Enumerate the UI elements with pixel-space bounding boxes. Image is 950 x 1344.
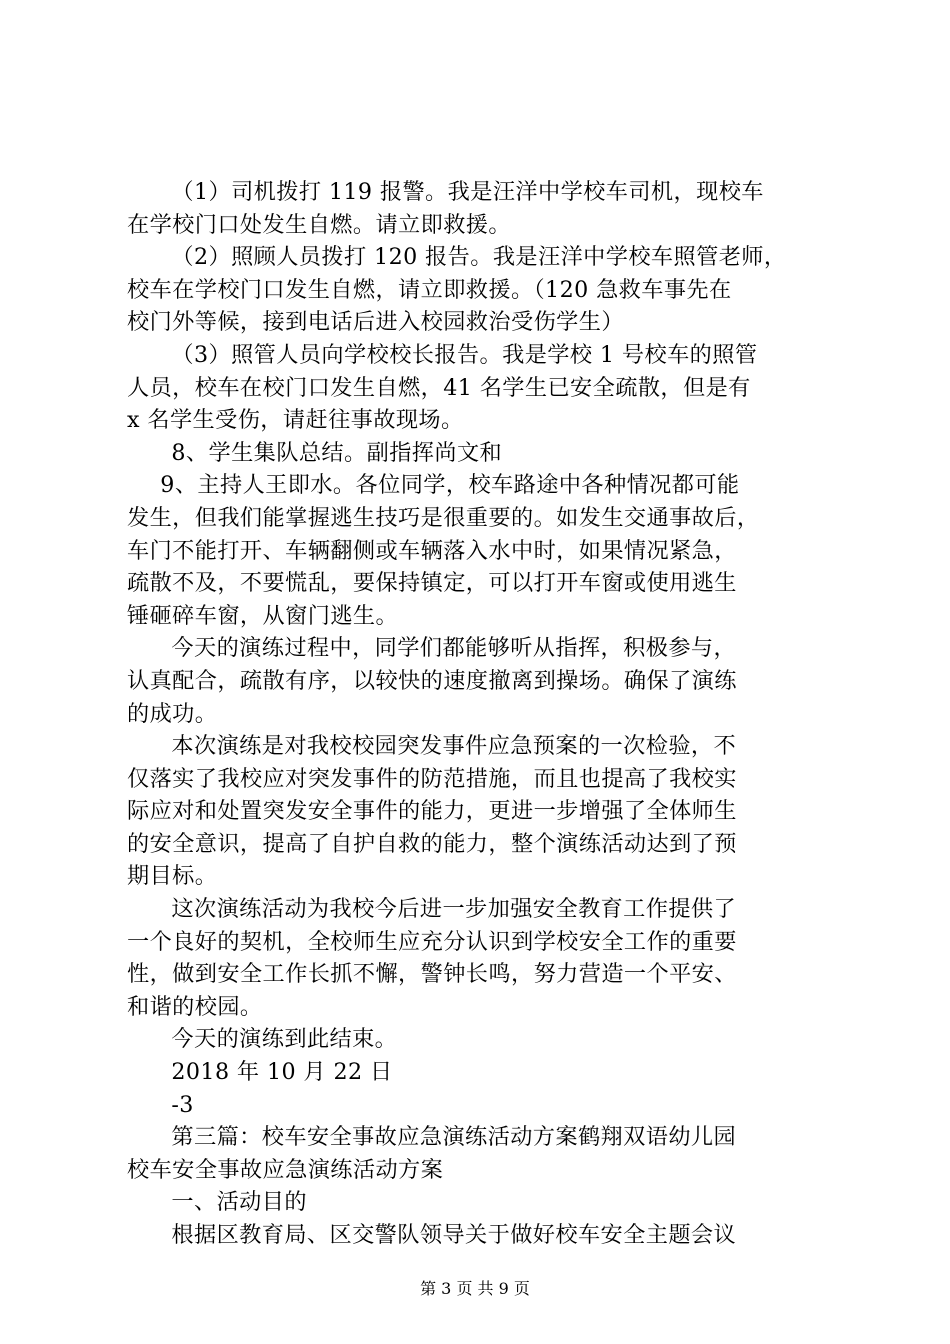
text-line: 锤砸碎车窗，从窗门逃生。 — [127, 602, 399, 629]
text-line: 校车在学校门口发生自燃，请立即救援。（120 急救车事先在 — [127, 276, 732, 303]
text-line: 今天的演练过程中，同学们都能够听从指挥，积极参与， — [171, 635, 737, 662]
text-line: 根据区教育局、区交警队领导关于做好校车安全主题会议 — [171, 1222, 737, 1248]
paragraph — [127, 469, 831, 632]
paragraph — [127, 241, 831, 339]
text-line: 第三篇：校车安全事故应急演练活动方案鹤翔双语幼儿园 — [171, 1124, 737, 1151]
paragraph — [127, 632, 831, 730]
text-line: 2018 年 10 月 22 日 — [171, 1059, 393, 1086]
text-line: 一、活动目的 — [171, 1189, 307, 1216]
paragraph — [127, 176, 831, 241]
text-line: 在学校门口处发生自燃。请立即救援。 — [127, 211, 511, 238]
paragraph — [127, 1089, 831, 1122]
text-line: x 名学生受伤，请赶往事故现场。 — [127, 407, 464, 434]
paragraph — [127, 1056, 831, 1089]
paragraph — [127, 339, 831, 437]
text-line: 疏散不及，不要慌乱，要保持镇定，可以打开车窗或使用逃生 — [127, 570, 737, 597]
text-line: 9、主持人王即水。各位同学，校车路途中各种情况都可能 — [160, 472, 740, 499]
page-footer: 第 3 页 共 9 页 — [420, 1279, 530, 1298]
text-line: 车门不能打开、车辆翻侧或车辆落入水中时，如果情况紧急， — [127, 537, 737, 564]
paragraph — [127, 1121, 831, 1186]
document-body — [127, 176, 831, 1252]
paragraph — [127, 1186, 831, 1219]
paragraph — [127, 1023, 831, 1056]
text-line: 今天的演练到此结束。 — [171, 1026, 398, 1053]
text-line: 性，做到安全工作长抓不懈，警钟长鸣，努力营造一个平安、 — [127, 961, 737, 988]
text-line: （1）司机拨打 119 报警。我是汪洋中学校车司机，现校车 — [171, 179, 764, 205]
text-line: 本次演练是对我校校园突发事件应急预案的一次检验，不 — [171, 733, 737, 760]
text-line: （2）照顾人员拨打 120 报告。我是汪洋中学校车照管老师， — [171, 244, 787, 271]
text-line: 人员，校车在校门口发生自燃，41 名学生已安全疏散，但是有 — [127, 374, 751, 401]
text-line: 和谐的校园。 — [127, 993, 263, 1020]
text-line: 这次演练活动为我校今后进一步加强安全教育工作提供了 — [171, 896, 737, 923]
text-line: 的安全意识，提高了自护自救的能力，整个演练活动达到了预 — [127, 830, 737, 857]
text-line: 仅落实了我校应对突发事件的防范措施，而且也提高了我校实 — [127, 765, 737, 792]
text-line: 认真配合，疏散有序，以较快的速度撤离到操场。确保了演练 — [127, 667, 737, 694]
text-line: 的成功。 — [127, 700, 218, 727]
paragraph — [127, 437, 831, 470]
text-line: 一个良好的契机，全校师生应充分认识到学校安全工作的重要 — [127, 928, 737, 955]
text-line: 期目标。 — [127, 863, 218, 890]
text-line: 际应对和处置突发安全事件的能力，更进一步增强了全体师生 — [127, 798, 737, 825]
text-line: -3 — [171, 1091, 194, 1118]
text-line: （3）照管人员向学校校长报告。我是学校 1 号校车的照管 — [171, 341, 758, 368]
text-line: 校车安全事故应急演练活动方案 — [127, 1156, 444, 1183]
paragraph — [127, 730, 831, 893]
text-line: 8、学生集队总结。副指挥尚文和 — [171, 439, 503, 466]
text-line: 发生，但我们能掌握逃生技巧是很重要的。如发生交通事故后， — [127, 504, 760, 531]
paragraph — [127, 893, 831, 1023]
text-line: 校门外等候，接到电话后进入校园救治受伤学生） — [127, 309, 624, 336]
paragraph — [127, 1219, 831, 1252]
